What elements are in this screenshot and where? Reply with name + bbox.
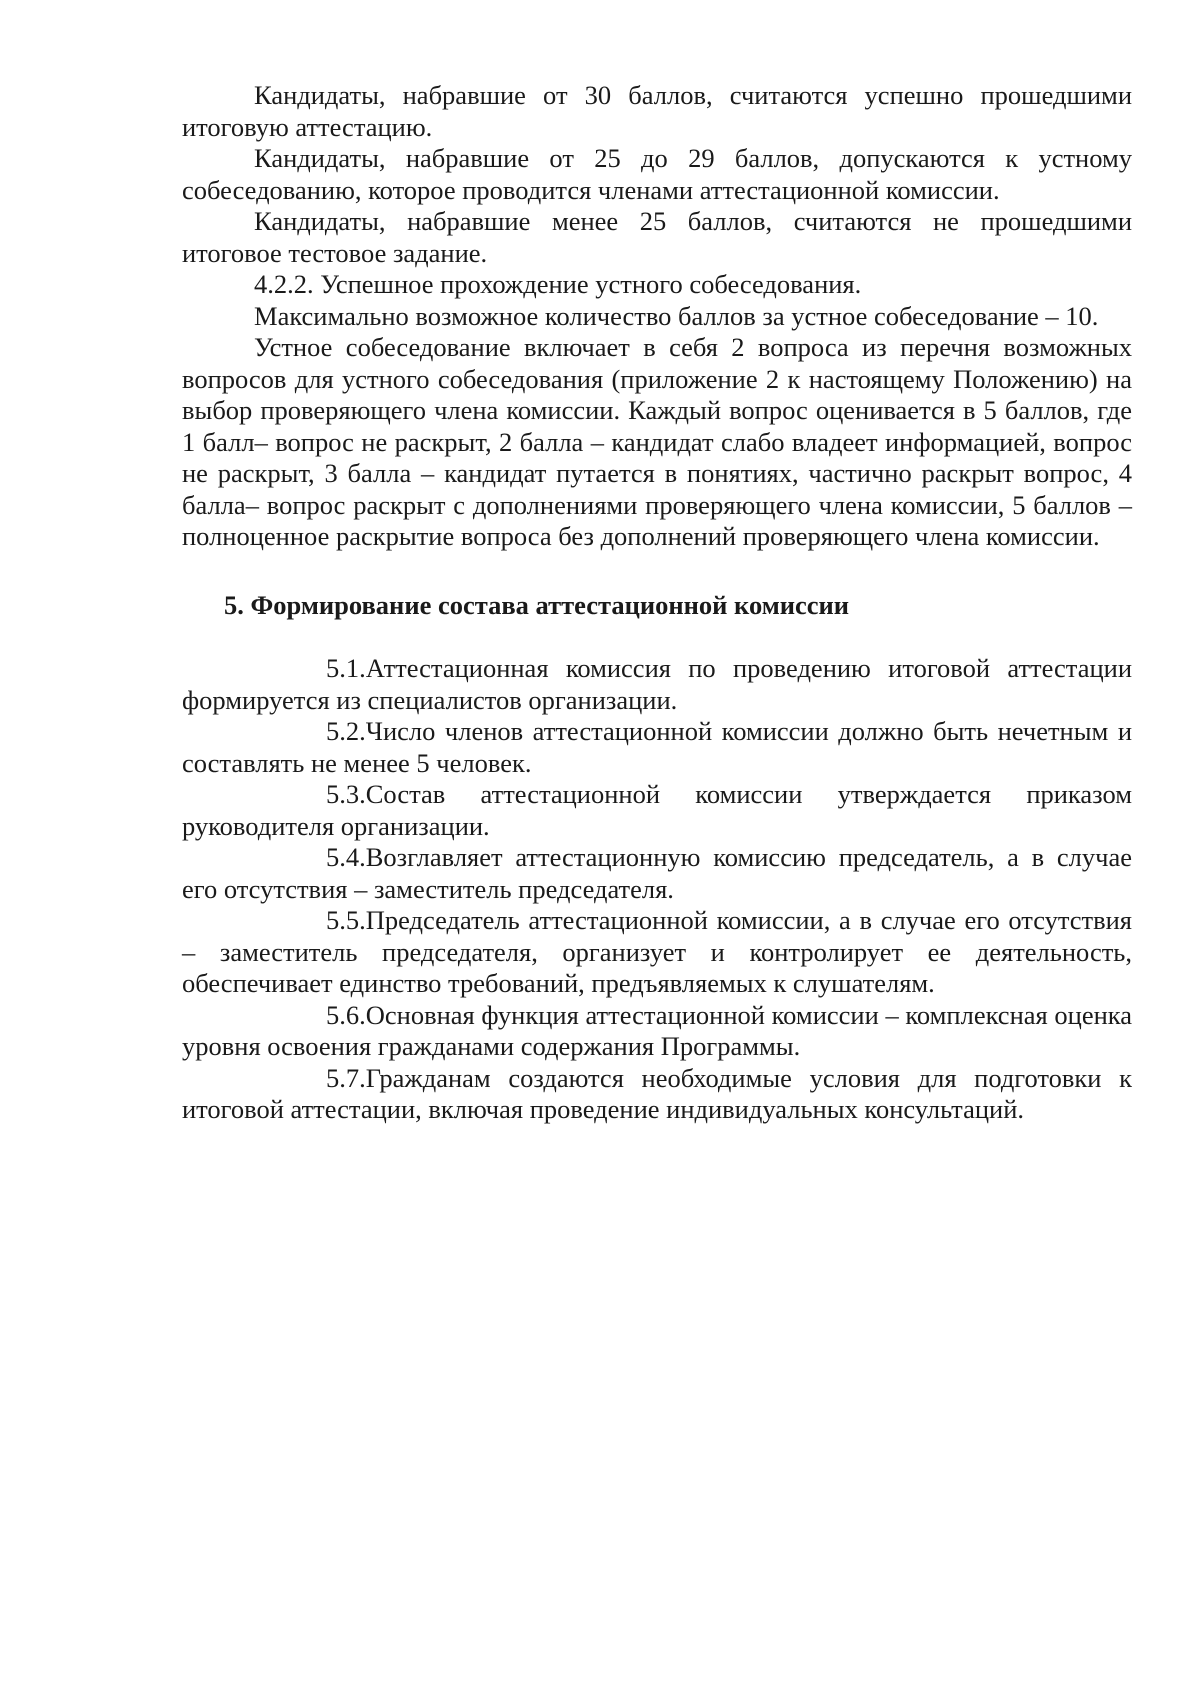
- numbered-item-5-4: [182, 842, 1132, 905]
- item-number: 5.7.: [326, 1062, 366, 1093]
- item-text: Число членов аттестационной комиссии должно быть нечетным и составлять не менее 5 человек.: [182, 716, 1132, 778]
- item-text: Гражданам создаются необходимые условия для подготовки к итоговой аттестации, включая проведение индивидуальных консультаций.: [182, 1062, 1132, 1124]
- item-text: Основная функция аттестационной комиссии – комплексная оценка уровня освоения гражданами содержания Программы.: [182, 999, 1132, 1061]
- numbered-item-5-6: [182, 1000, 1132, 1063]
- paragraph-clause-4-2-2: 4.2.2. Успешное прохождение устного собеседования.: [254, 269, 862, 299]
- numbered-item-5-2: [182, 716, 1132, 779]
- item-number: 5.3.: [326, 779, 366, 809]
- item-number: 5.2.: [326, 716, 366, 746]
- paragraph-failing-score: Кандидаты, набравшие менее 25 баллов, считаются не прошедшими итоговое тестовое задание.: [182, 206, 1132, 268]
- paragraph-max-interview-score: Максимально возможное количество баллов за устное собеседование – 10.: [254, 300, 1099, 331]
- item-text: Состав аттестационной комиссии утверждается приказом руководителя организации.: [182, 779, 1132, 841]
- numbered-item-5-1: [182, 653, 1132, 716]
- numbered-item-5-5: [182, 905, 1132, 1000]
- paragraph-passing-score: Кандидаты, набравшие от 30 баллов, считаются успешно прошедшими итоговую аттестацию.: [182, 80, 1132, 142]
- document-body: [182, 80, 1132, 1126]
- paragraph-interview-admission: Кандидаты, набравшие от 25 до 29 баллов, допускаются к устному собеседованию, которое проводится членами аттестационной комиссии.: [182, 143, 1132, 205]
- numbered-item-5-7: [182, 1063, 1132, 1126]
- item-text: Председатель аттестационной комиссии, а в случае его отсутствия – заместитель председателя, организует и контролирует ее деятельность, обеспечивает единство требований, предъявляемых к слушателям.: [182, 905, 1132, 998]
- numbered-item-5-3: [182, 779, 1132, 842]
- item-number: 5.4.: [326, 842, 366, 872]
- item-number: 5.6.: [326, 999, 366, 1030]
- item-number: 5.5.: [326, 905, 366, 935]
- paragraph-interview-description: Устное собеседование включает в себя 2 вопроса из перечня возможных вопросов для устного собеседования (приложение 2 к настоящему Положению) на выбор проверяющего члена комиссии. Каждый вопрос оценивается в 5 баллов, где 1 балл– вопрос не раскрыт, 2 балла – кандидат слабо владеет информацией, вопрос не раскрыт, 3 балла – кандидат путается в понятиях, частично раскрыт вопрос, 4 балла– вопрос раскрыт с дополнениями проверяющего члена комиссии, 5 баллов – полноценное раскрытие вопроса без дополнений проверяющего члена комиссии.: [182, 332, 1132, 551]
- item-text: Возглавляет аттестационную комиссию председатель, а в случае его отсутствия – заместитель председателя.: [182, 842, 1132, 904]
- item-text: Аттестационная комиссия по проведению итоговой аттестации формируется из специалистов организации.: [182, 653, 1132, 715]
- item-number: 5.1.: [326, 653, 366, 683]
- section-heading: 5. Формирование состава аттестационной комиссии: [224, 589, 850, 620]
